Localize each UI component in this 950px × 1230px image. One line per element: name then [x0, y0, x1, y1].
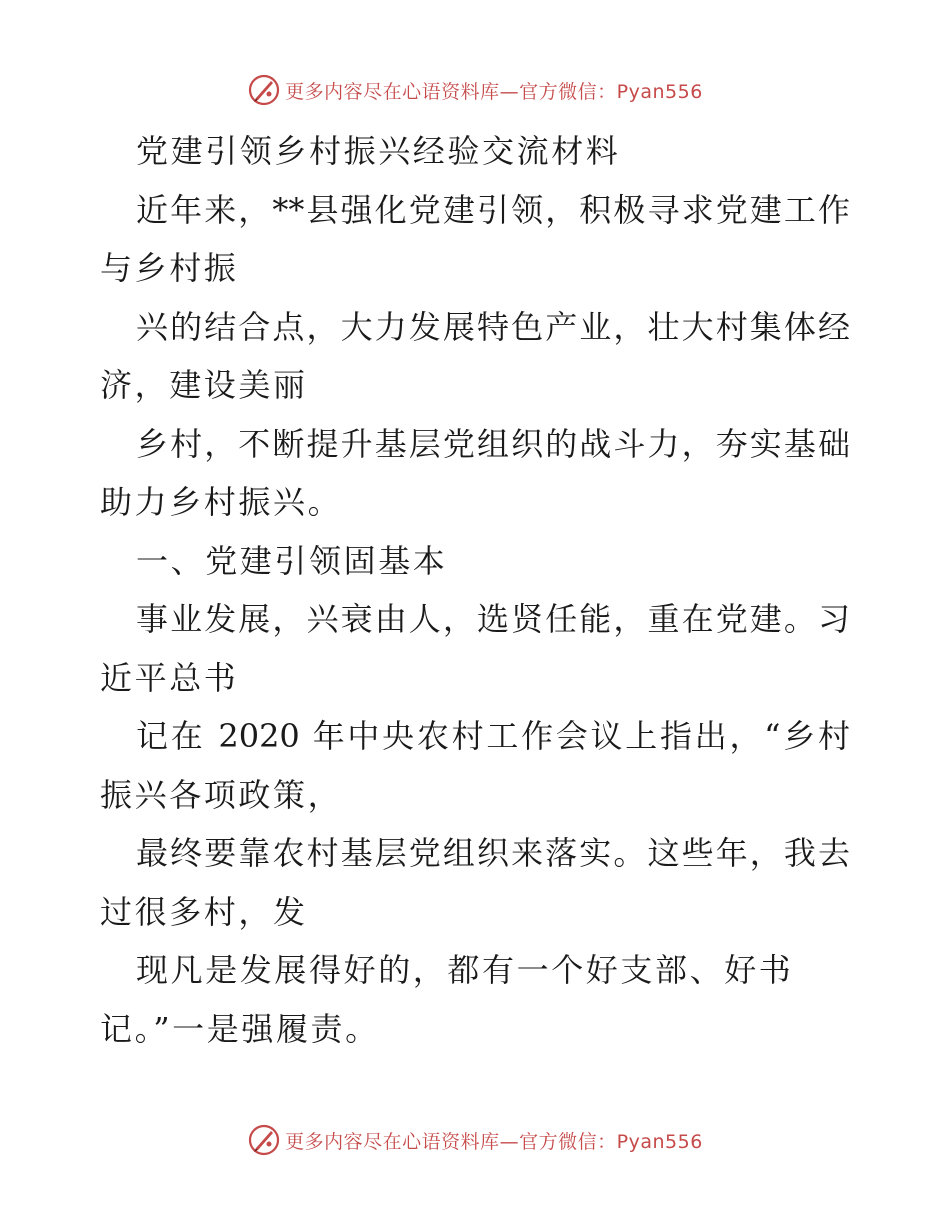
doc-title: 党建引领乡村振兴经验交流材料	[136, 132, 621, 170]
doc-line: 与乡村振	[100, 249, 239, 287]
doc-line: 现凡是发展得好的，都有一个好支部、好书	[136, 951, 794, 989]
doc-line: 振兴各项政策，	[100, 775, 343, 814]
doc-line: 济，建设美丽	[100, 366, 308, 404]
doc-line: 助力乡村振兴。	[100, 483, 343, 521]
doc-line: 记。”一是强履责。	[100, 1009, 380, 1048]
doc-line: 近年来，**县强化党建引领，积极寻求党建工作	[136, 190, 850, 229]
doc-line: 最终要靠农村基层党组织来落实。这些年，我去	[136, 834, 850, 872]
doc-line: 近平总书	[100, 658, 239, 697]
quill-pen-circle-icon	[247, 73, 281, 107]
quill-pen-circle-icon	[247, 1123, 281, 1157]
footer-banner	[0, 1120, 950, 1160]
footer-banner-text: 更多内容尽在心语资料库—官方微信：Pyan556	[285, 1130, 703, 1153]
doc-line: 记在 2020 年中央农村工作会议上指出，“乡村	[136, 717, 850, 755]
header-banner	[0, 70, 950, 110]
doc-line: 事业发展，兴衰由人，选贤任能，重在党建。习	[136, 600, 850, 638]
doc-line: 乡村，不断提升基层党组织的战斗力，夯实基础	[136, 424, 850, 463]
document-body	[100, 122, 850, 1058]
doc-line: 兴的结合点，大力发展特色产业，壮大村集体经	[136, 307, 850, 346]
section-heading: 一、党建引领固基本	[136, 541, 448, 580]
doc-line: 过很多村，发	[100, 892, 308, 931]
header-banner-text: 更多内容尽在心语资料库—官方微信：Pyan556	[285, 80, 703, 103]
